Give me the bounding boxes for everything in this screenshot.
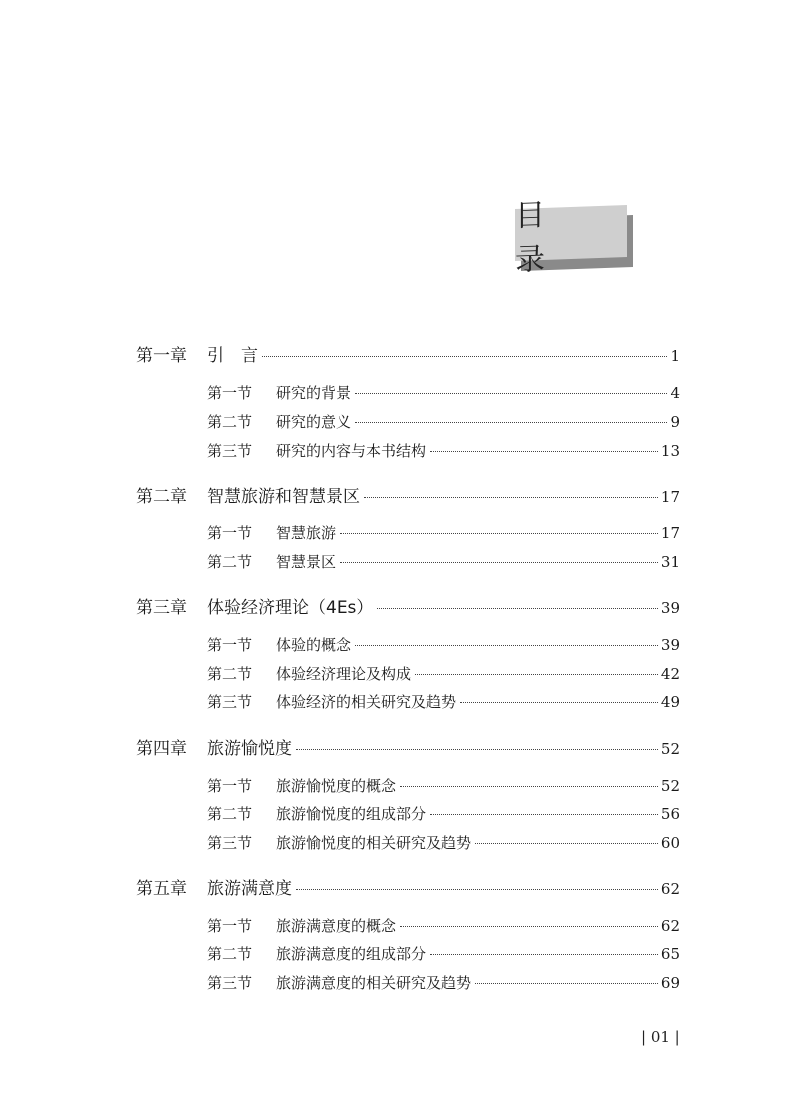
chapter-number: 第一章: [136, 346, 187, 366]
page-ref: 1: [670, 347, 680, 365]
section-number: 第三节: [207, 693, 253, 711]
section-title: 研究的意义: [276, 413, 352, 431]
chapter-title: 旅游愉悦度: [207, 739, 292, 759]
toc-section-5-1[interactable]: [207, 915, 680, 936]
section-number: 第一节: [207, 384, 253, 402]
section-title: 旅游愉悦度的相关研究及趋势: [276, 834, 472, 852]
section-number: 第二节: [207, 665, 253, 683]
section-title: 体验的概念: [276, 636, 352, 654]
toc-section-5-2[interactable]: [207, 943, 680, 964]
toc-chapter-1[interactable]: [136, 341, 680, 366]
toc-section-1-2[interactable]: [207, 411, 680, 432]
section-number: 第一节: [207, 917, 253, 935]
dot-leader: [400, 926, 658, 927]
dot-leader: [415, 674, 658, 675]
toc-section-3-1[interactable]: [207, 634, 680, 655]
dot-leader: [430, 451, 658, 452]
section-number: 第二节: [207, 945, 253, 963]
toc-section-1-3[interactable]: [207, 440, 680, 461]
section-title: 智慧景区: [276, 553, 337, 571]
section-number: 第一节: [207, 524, 253, 542]
toc-chapter-5[interactable]: [136, 874, 680, 899]
section-number: 第三节: [207, 974, 253, 992]
toc-section-3-2[interactable]: [207, 663, 680, 684]
dot-leader: [475, 983, 658, 984]
dot-leader: [355, 422, 667, 423]
dot-leader: [475, 843, 658, 844]
page-ref: 9: [670, 413, 680, 431]
section-number: 第三节: [207, 834, 253, 852]
section-title: 研究的背景: [276, 384, 352, 402]
section-title: 旅游满意度的概念: [276, 917, 397, 935]
dot-leader: [296, 749, 658, 750]
chapter-title: 旅游满意度: [207, 879, 292, 899]
dot-leader: [355, 393, 667, 394]
toc-section-4-1[interactable]: [207, 775, 680, 796]
page-ref: 52: [660, 740, 680, 758]
chapter-title: 体验经济理论（4Es）: [207, 598, 374, 618]
page-ref: 62: [660, 880, 680, 898]
page-ref: 17: [660, 524, 680, 542]
page-ref: 56: [660, 805, 680, 823]
chapter-number: 第二章: [136, 487, 187, 507]
toc-chapter-4[interactable]: [136, 734, 680, 759]
section-title: 旅游满意度的组成部分: [276, 945, 427, 963]
dot-leader: [460, 702, 658, 703]
page-number: | 01 |: [641, 1028, 680, 1046]
section-title: 旅游愉悦度的概念: [276, 777, 397, 795]
dot-leader: [296, 889, 658, 890]
section-title: 旅游满意度的相关研究及趋势: [276, 974, 472, 992]
toc-section-3-3[interactable]: [207, 691, 680, 712]
dot-leader: [355, 645, 658, 646]
dot-leader: [364, 497, 658, 498]
toc-section-2-1[interactable]: [207, 522, 680, 543]
chapter-number: 第三章: [136, 598, 187, 618]
section-number: 第二节: [207, 413, 253, 431]
chapter-title: 智慧旅游和智慧景区: [207, 487, 360, 507]
dot-leader: [377, 608, 657, 609]
toc-section-5-3[interactable]: [207, 972, 680, 993]
section-title: 体验经济理论及构成: [276, 665, 412, 683]
page-ref: 42: [660, 665, 680, 683]
toc-section-2-2[interactable]: [207, 551, 680, 572]
toc-chapter-3[interactable]: [136, 593, 680, 618]
chapter-number: 第五章: [136, 879, 187, 899]
section-number: 第三节: [207, 442, 253, 460]
page-ref: 39: [660, 636, 680, 654]
dot-leader: [340, 533, 658, 534]
dot-leader: [262, 356, 667, 357]
section-number: 第一节: [207, 636, 253, 654]
page-ref: 39: [660, 599, 680, 617]
section-title: 体验经济的相关研究及趋势: [276, 693, 457, 711]
page-ref: 49: [660, 693, 680, 711]
dot-leader: [340, 562, 658, 563]
toc-title: 目 录: [515, 197, 567, 278]
section-number: 第二节: [207, 805, 253, 823]
section-title: 研究的内容与本书结构: [276, 442, 427, 460]
page-ref: 17: [660, 488, 680, 506]
page-ref: 62: [660, 917, 680, 935]
dot-leader: [400, 786, 658, 787]
chapter-number: 第四章: [136, 739, 187, 759]
section-number: 第一节: [207, 777, 253, 795]
dot-leader: [430, 814, 658, 815]
page-ref: 60: [660, 834, 680, 852]
page-ref: 65: [660, 945, 680, 963]
toc-section-4-3[interactable]: [207, 832, 680, 853]
page-ref: 13: [660, 442, 680, 460]
toc-section-4-2[interactable]: [207, 803, 680, 824]
toc-section-1-1[interactable]: [207, 382, 680, 403]
page-ref: 31: [660, 553, 680, 571]
toc-chapter-2[interactable]: [136, 482, 680, 507]
section-number: 第二节: [207, 553, 253, 571]
section-title: 智慧旅游: [276, 524, 337, 542]
page-ref: 4: [670, 384, 680, 402]
dot-leader: [430, 954, 658, 955]
section-title: 旅游愉悦度的组成部分: [276, 805, 427, 823]
page-ref: 52: [660, 777, 680, 795]
page-ref: 69: [660, 974, 680, 992]
chapter-title: 引 言: [207, 346, 258, 366]
